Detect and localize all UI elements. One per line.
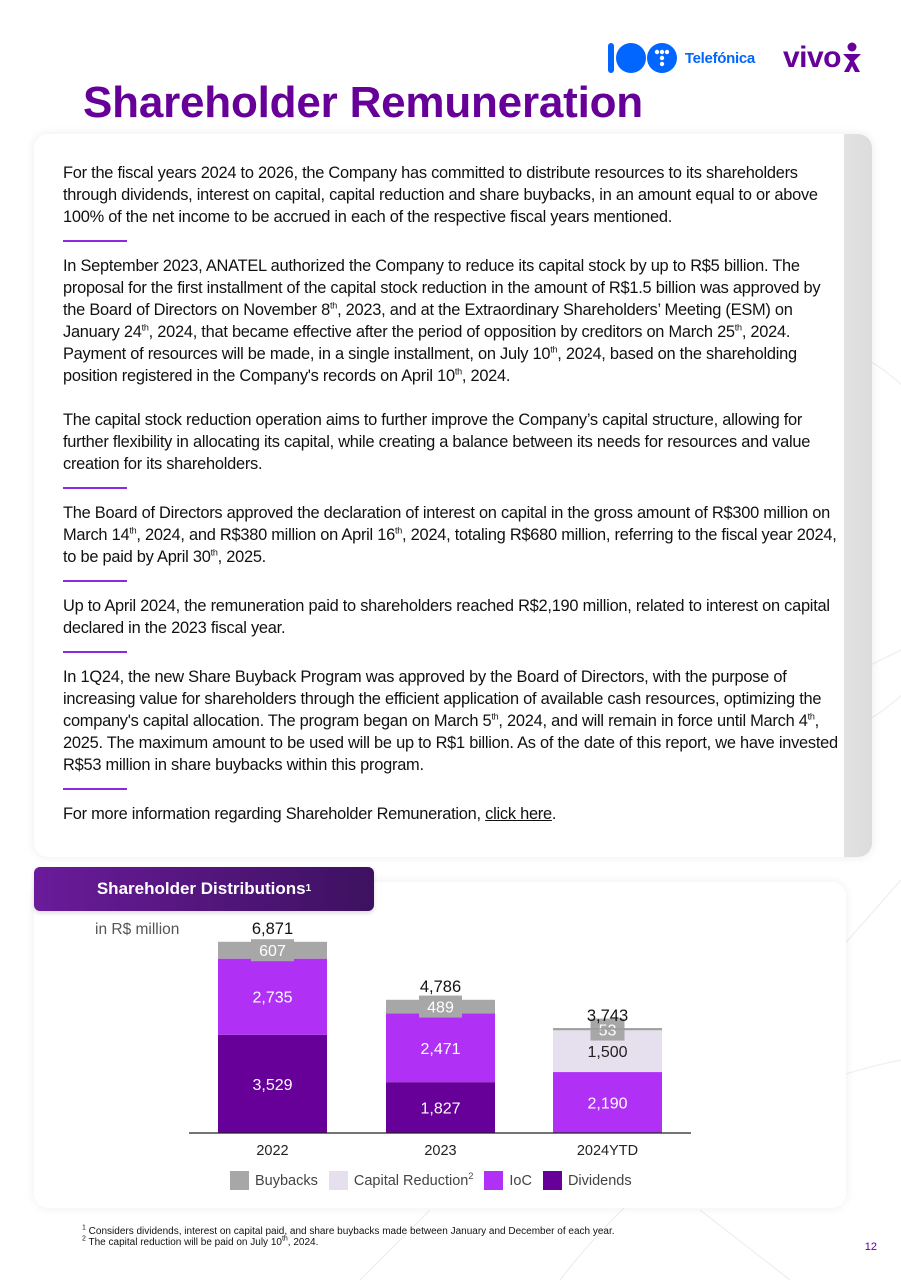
telefonica-wordmark: Telefónica: [684, 49, 755, 67]
legend-swatch: [329, 1171, 348, 1190]
paragraph-capital-structure: The capital stock reduction operation aims to further improve the Company’s capital structure, allowing for further flexibility in allocating its capital, while creating a balance between its needs for resources and value creation for its shareholders.: [63, 411, 811, 473]
x-tick-label: 2023: [424, 1143, 457, 1159]
legend-swatch: [230, 1171, 249, 1190]
bar-value-label: 3,529: [252, 1076, 293, 1094]
paragraph-policy: For the fiscal years 2024 to 2026, the Company has committed to distribute resources to its shareholders through dividends, interest on capital, capital reduction and share buybacks, in an amount equal to or above 100% of the net income to be accrued in each of the respective fiscal years mentioned.: [63, 164, 818, 226]
footnote-2: $^2$ The capital reduction will be paid on July 10th, 2024.: [82, 1235, 319, 1248]
legend-item: [329, 1171, 473, 1190]
bar-total-label: 6,871: [251, 919, 294, 938]
legend-item: [543, 1171, 632, 1190]
bar-value-label: 1,827: [420, 1100, 461, 1118]
x-tick-label: 2022: [256, 1143, 289, 1159]
bar-total-label: 4,786: [419, 977, 462, 996]
vivo-wordmark: vivo: [782, 41, 841, 74]
bar-value-label: 2,190: [587, 1095, 628, 1113]
bar-total-label: 3,743: [586, 1006, 629, 1025]
legend-label: Capital Reduction$^2$: [353, 1170, 474, 1189]
page-title: Shareholder Remuneration: [83, 78, 643, 127]
legend-item: [230, 1171, 318, 1190]
chart-unit-label: in R$ million: [95, 921, 180, 938]
bar-value-label: 53: [598, 1022, 617, 1040]
bar-value-label: 2,735: [252, 989, 293, 1007]
bar-value-label: 1,500: [587, 1044, 628, 1062]
chart-title: Shareholder Distributions 1: [34, 867, 374, 911]
bar-value-label: 2,471: [420, 1040, 461, 1058]
chart-legend: [230, 1171, 632, 1190]
paragraph-capital-reduction: In September 2023, ANATEL authorized the Company to reduce its capital stock by up to R$5 billion. The proposal for the first installment of the capital stock reduction in the amount of R$1.5 billion was approved by the Board of Directors on November 8th, 2023, and at the Extraordinary Shareholders’ Meeting (ESM) on January 24th, 2024, that became effective after the period of opposition by creditors on March 25th, 2024. Payment of resources will be made, in a single installment, on July 10th, 2024, based on the shareholding position registered in the Company's records on April 10th, 2024.: [63, 257, 821, 385]
paragraph-more-info: For more information regarding Shareholder Remuneration, click here.: [63, 805, 557, 823]
legend-label: Dividends: [567, 1172, 632, 1189]
legend-item: [484, 1171, 532, 1190]
legend-swatch: [484, 1171, 503, 1190]
legend-label: IoC: [509, 1172, 532, 1189]
bar-value-label: 489: [427, 999, 454, 1017]
paragraph-buyback-program: In 1Q24, the new Share Buyback Program was approved by the Board of Directors, with the purpose of increasing value for shareholders through the efficient application of available cash resources, optimizing the company's capital allocation. The program began on March 5th, 2024, and will remain in force until March 4th, 2025. The maximum amount to be used will be up to R$1 billion. As of the date of this report, we have invested R$53 million in share buybacks within this program.: [63, 668, 838, 774]
paragraph-remuneration-paid: Up to April 2024, the remuneration paid to shareholders reached R$2,190 million, related to interest on capital declared in the 2023 fiscal year.: [63, 597, 830, 637]
paragraph-interest-on-capital: The Board of Directors approved the declaration of interest on capital in the gross amount of R$300 million on March 14th, 2024, and R$380 million on April 16th, 2024, totaling R$680 million, referring to the fiscal year 2024, to be paid by April 30th, 2025.: [63, 504, 837, 566]
footnote-1: $^1$ Considers dividends, interest on capital paid, and share buybacks made between January and December of each year.: [82, 1224, 615, 1237]
bar-value-label: 607: [259, 943, 286, 961]
x-tick-label: 2024YTD: [576, 1143, 639, 1159]
click-here-link[interactable]: click here: [485, 805, 552, 823]
legend-label: Buybacks: [255, 1172, 318, 1189]
legend-swatch: [543, 1171, 562, 1190]
page-number: 12: [864, 1241, 877, 1253]
